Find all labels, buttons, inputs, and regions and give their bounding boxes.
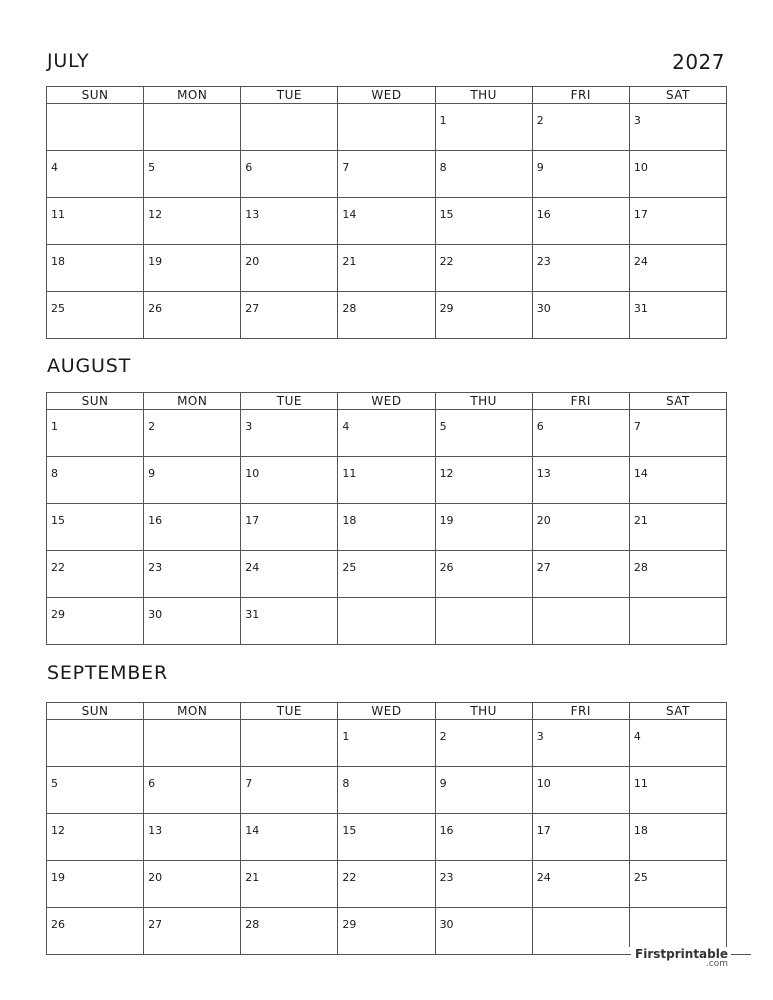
day-number: 24 — [633, 255, 648, 268]
weekday-header: SUN — [47, 703, 144, 720]
day-cell — [532, 292, 629, 339]
day-number: 14 — [245, 824, 260, 837]
week-row — [47, 767, 727, 814]
day-cell — [435, 861, 532, 908]
weekday-header: SUN — [47, 393, 144, 410]
day-cell — [47, 598, 144, 645]
day-cell — [47, 767, 144, 814]
day-number: 13 — [245, 208, 260, 221]
day-cell — [629, 767, 726, 814]
day-number: 1 — [51, 420, 58, 433]
day-number: 23 — [536, 255, 551, 268]
brand-divider-left — [621, 954, 631, 955]
year-label: 2027 — [672, 50, 725, 74]
day-cell — [241, 457, 338, 504]
day-cell — [532, 551, 629, 598]
day-number: 4 — [633, 730, 641, 743]
day-cell — [532, 720, 629, 767]
day-number: 10 — [633, 161, 648, 174]
day-cell — [144, 598, 241, 645]
day-number: 31 — [633, 302, 648, 315]
day-number: 16 — [536, 208, 551, 221]
day-number: 2 — [536, 114, 544, 127]
week-row — [47, 292, 727, 339]
day-cell — [338, 767, 435, 814]
day-cell — [532, 504, 629, 551]
weekday-header: SAT — [629, 393, 726, 410]
day-number: 17 — [536, 824, 551, 837]
day-number: 25 — [342, 561, 357, 574]
day-cell — [144, 720, 241, 767]
day-number: 27 — [148, 918, 163, 931]
day-number: 9 — [536, 161, 544, 174]
day-cell — [241, 814, 338, 861]
day-cell — [338, 292, 435, 339]
day-number: 12 — [148, 208, 163, 221]
weekday-header: THU — [435, 703, 532, 720]
weekday-header: TUE — [241, 703, 338, 720]
day-cell — [47, 551, 144, 598]
day-number: 2 — [148, 420, 156, 433]
day-cell — [532, 767, 629, 814]
day-cell — [338, 720, 435, 767]
day-number: 28 — [633, 561, 648, 574]
day-number: 13 — [536, 467, 551, 480]
day-number: 10 — [245, 467, 260, 480]
day-cell — [435, 410, 532, 457]
day-number: 15 — [342, 824, 357, 837]
day-cell — [241, 104, 338, 151]
day-cell — [338, 504, 435, 551]
day-number: 29 — [51, 608, 65, 621]
weekday-header: WED — [338, 393, 435, 410]
day-cell — [435, 245, 532, 292]
day-number: 15 — [439, 208, 454, 221]
day-number: 3 — [245, 420, 253, 433]
day-cell — [47, 245, 144, 292]
week-row — [47, 814, 727, 861]
brand-domain: .com — [705, 959, 728, 969]
calendar-july — [46, 86, 727, 339]
day-cell — [144, 504, 241, 551]
calendar-september — [46, 702, 727, 955]
day-number: 21 — [245, 871, 260, 884]
week-row — [47, 720, 727, 767]
day-cell — [241, 767, 338, 814]
day-number: 20 — [245, 255, 260, 268]
day-number: 3 — [536, 730, 544, 743]
day-number: 11 — [633, 777, 648, 790]
day-number: 16 — [439, 824, 454, 837]
day-number: 7 — [633, 420, 641, 433]
day-cell — [435, 292, 532, 339]
day-cell — [338, 814, 435, 861]
day-number: 10 — [536, 777, 551, 790]
day-number: 29 — [439, 302, 454, 315]
week-row — [47, 198, 727, 245]
day-cell — [338, 151, 435, 198]
day-number: 4 — [51, 161, 58, 174]
day-number: 29 — [342, 918, 357, 931]
weekday-header: THU — [435, 393, 532, 410]
day-number: 15 — [51, 514, 65, 527]
weekday-header-row — [47, 703, 727, 720]
day-number: 9 — [148, 467, 156, 480]
day-cell — [241, 720, 338, 767]
day-number: 5 — [51, 777, 58, 790]
weekday-header: WED — [338, 703, 435, 720]
day-number: 16 — [148, 514, 163, 527]
day-cell — [435, 104, 532, 151]
day-cell — [435, 814, 532, 861]
weekday-header: SUN — [47, 87, 144, 104]
day-number: 22 — [439, 255, 454, 268]
day-cell — [241, 292, 338, 339]
day-number: 26 — [51, 918, 65, 931]
day-number: 24 — [245, 561, 260, 574]
day-number: 1 — [342, 730, 350, 743]
day-number: 4 — [342, 420, 350, 433]
day-number: 30 — [148, 608, 163, 621]
day-cell — [532, 457, 629, 504]
day-number: 5 — [439, 420, 447, 433]
day-cell — [435, 720, 532, 767]
day-cell — [629, 292, 726, 339]
day-cell — [241, 551, 338, 598]
week-row — [47, 457, 727, 504]
day-number: 6 — [245, 161, 253, 174]
day-number: 6 — [148, 777, 156, 790]
day-cell — [338, 908, 435, 955]
day-cell — [338, 551, 435, 598]
day-number: 21 — [342, 255, 357, 268]
day-cell — [435, 457, 532, 504]
day-cell — [144, 198, 241, 245]
day-cell — [629, 814, 726, 861]
day-cell — [47, 104, 144, 151]
day-number: 17 — [633, 208, 648, 221]
day-cell — [241, 861, 338, 908]
day-number: 28 — [245, 918, 260, 931]
day-number: 26 — [439, 561, 454, 574]
day-cell — [532, 814, 629, 861]
day-cell — [532, 861, 629, 908]
day-number: 11 — [342, 467, 357, 480]
day-number: 20 — [148, 871, 163, 884]
week-row — [47, 551, 727, 598]
day-number: 7 — [245, 777, 253, 790]
day-cell — [47, 198, 144, 245]
day-number: 25 — [51, 302, 65, 315]
day-cell — [144, 861, 241, 908]
day-cell — [532, 410, 629, 457]
day-cell — [435, 504, 532, 551]
day-cell — [532, 245, 629, 292]
day-number: 28 — [342, 302, 357, 315]
day-number: 23 — [148, 561, 163, 574]
week-row — [47, 104, 727, 151]
day-cell — [338, 245, 435, 292]
calendar-august — [46, 392, 727, 645]
weekday-header: FRI — [532, 87, 629, 104]
brand-name: Firstprintable — [635, 947, 728, 961]
day-number: 13 — [148, 824, 163, 837]
day-number: 2 — [439, 730, 447, 743]
month-title-august: AUGUST — [47, 355, 132, 377]
day-number: 22 — [51, 561, 65, 574]
day-cell — [47, 861, 144, 908]
day-cell — [144, 767, 241, 814]
day-number: 27 — [245, 302, 260, 315]
week-row — [47, 151, 727, 198]
day-cell — [629, 245, 726, 292]
day-cell — [435, 908, 532, 955]
day-cell — [338, 861, 435, 908]
day-cell — [47, 908, 144, 955]
day-number: 14 — [342, 208, 357, 221]
day-number: 18 — [633, 824, 648, 837]
week-row — [47, 598, 727, 645]
day-number: 19 — [51, 871, 65, 884]
day-number: 8 — [51, 467, 58, 480]
day-cell — [532, 104, 629, 151]
day-cell — [338, 198, 435, 245]
weekday-header: TUE — [241, 393, 338, 410]
day-cell — [338, 104, 435, 151]
day-cell — [338, 598, 435, 645]
weekday-header: THU — [435, 87, 532, 104]
day-number: 30 — [439, 918, 454, 931]
day-cell — [629, 457, 726, 504]
day-cell — [435, 767, 532, 814]
weekday-header: FRI — [532, 393, 629, 410]
day-cell — [629, 504, 726, 551]
day-cell — [435, 598, 532, 645]
week-row — [47, 245, 727, 292]
day-cell — [435, 198, 532, 245]
day-number: 14 — [633, 467, 648, 480]
day-cell — [47, 151, 144, 198]
weekday-header: MON — [144, 87, 241, 104]
day-number: 8 — [439, 161, 447, 174]
month-title-september: SEPTEMBER — [47, 662, 168, 684]
day-cell — [629, 598, 726, 645]
day-number: 19 — [439, 514, 454, 527]
day-cell — [241, 504, 338, 551]
day-cell — [241, 245, 338, 292]
day-cell — [435, 551, 532, 598]
day-number: 12 — [51, 824, 65, 837]
day-cell — [241, 908, 338, 955]
day-cell — [629, 151, 726, 198]
day-number: 24 — [536, 871, 551, 884]
day-cell — [47, 457, 144, 504]
day-cell — [338, 457, 435, 504]
day-cell — [532, 198, 629, 245]
day-cell — [144, 551, 241, 598]
day-number: 17 — [245, 514, 260, 527]
day-cell — [629, 104, 726, 151]
weekday-header-row — [47, 393, 727, 410]
day-cell — [144, 908, 241, 955]
weekday-header: WED — [338, 87, 435, 104]
day-cell — [629, 720, 726, 767]
weekday-header: MON — [144, 393, 241, 410]
day-cell — [144, 410, 241, 457]
weekday-header: SAT — [629, 87, 726, 104]
day-number: 18 — [51, 255, 65, 268]
brand-divider-right — [731, 954, 751, 955]
month-title-july: JULY — [47, 50, 90, 72]
day-number: 11 — [51, 208, 65, 221]
day-number: 18 — [342, 514, 357, 527]
day-cell — [47, 504, 144, 551]
day-number: 8 — [342, 777, 350, 790]
day-cell — [338, 410, 435, 457]
day-cell — [629, 198, 726, 245]
day-number: 6 — [536, 420, 544, 433]
day-cell — [532, 151, 629, 198]
brand-logo — [621, 947, 751, 971]
weekday-header: TUE — [241, 87, 338, 104]
day-number: 7 — [342, 161, 350, 174]
week-row — [47, 861, 727, 908]
day-cell — [47, 292, 144, 339]
day-number: 21 — [633, 514, 648, 527]
day-cell — [144, 292, 241, 339]
day-cell — [532, 598, 629, 645]
day-cell — [241, 198, 338, 245]
week-row — [47, 410, 727, 457]
weekday-header: FRI — [532, 703, 629, 720]
day-number: 26 — [148, 302, 163, 315]
day-number: 31 — [245, 608, 260, 621]
day-cell — [629, 861, 726, 908]
day-cell — [629, 410, 726, 457]
day-cell — [144, 245, 241, 292]
day-cell — [144, 104, 241, 151]
day-number: 25 — [633, 871, 648, 884]
day-cell — [532, 908, 629, 955]
day-cell — [144, 151, 241, 198]
day-cell — [241, 151, 338, 198]
day-number: 5 — [148, 161, 156, 174]
weekday-header: MON — [144, 703, 241, 720]
day-number: 30 — [536, 302, 551, 315]
day-number: 3 — [633, 114, 641, 127]
day-number: 20 — [536, 514, 551, 527]
day-number: 19 — [148, 255, 163, 268]
day-number: 9 — [439, 777, 447, 790]
week-row — [47, 504, 727, 551]
day-number: 23 — [439, 871, 454, 884]
day-cell — [241, 410, 338, 457]
weekday-header: SAT — [629, 703, 726, 720]
day-cell — [47, 410, 144, 457]
day-cell — [144, 457, 241, 504]
weekday-header-row — [47, 87, 727, 104]
day-cell — [47, 814, 144, 861]
day-cell — [241, 598, 338, 645]
day-cell — [47, 720, 144, 767]
day-number: 27 — [536, 561, 551, 574]
day-cell — [144, 814, 241, 861]
day-number: 12 — [439, 467, 454, 480]
day-number: 22 — [342, 871, 357, 884]
day-cell — [435, 151, 532, 198]
day-cell — [629, 551, 726, 598]
day-number: 1 — [439, 114, 447, 127]
